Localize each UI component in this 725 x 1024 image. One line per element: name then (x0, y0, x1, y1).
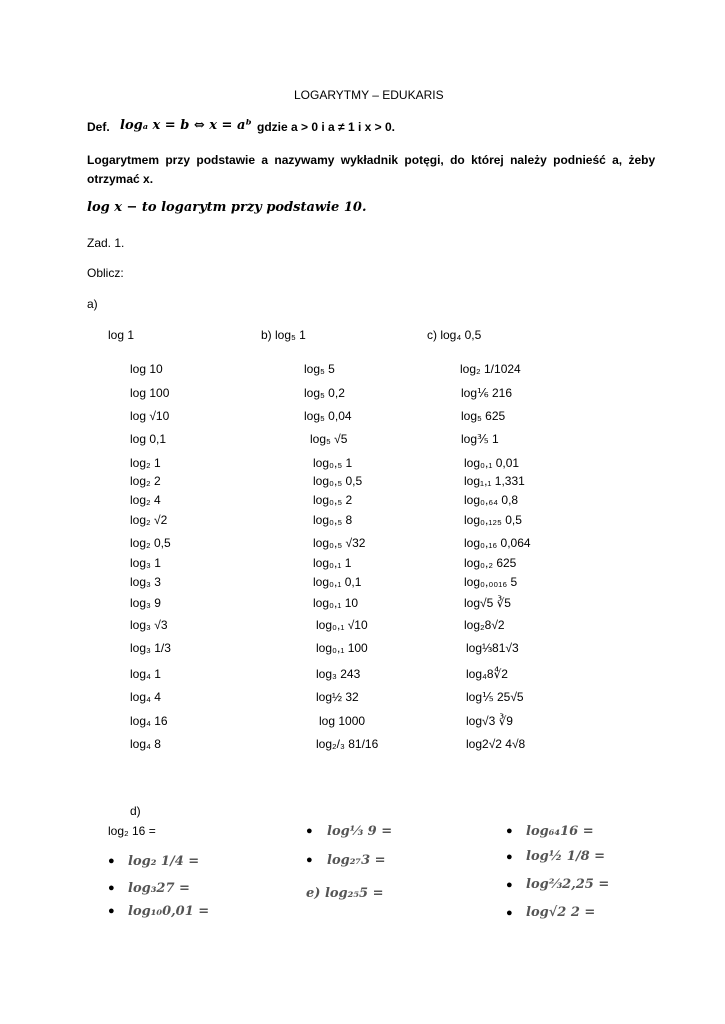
col-b-item: log₀,₁ 10 (313, 596, 359, 610)
col-c-item: log⅓81√3 (466, 641, 519, 655)
col-b-item: log₅ 0,04 (304, 409, 352, 423)
d-item: log⅓ 9 = (327, 824, 393, 839)
col-c-item: log₀,₂ 625 (464, 556, 517, 570)
col-a-item: log √10 (130, 409, 170, 423)
bullet-icon: ● (506, 907, 513, 919)
col-a-item: log₄ 8 (130, 737, 161, 751)
col-b-item: log₀,₅ 1 (313, 456, 353, 470)
col-b-item: log₀,₅ 0,5 (313, 474, 363, 488)
col-b-item: log₅ 0,2 (304, 386, 345, 400)
instruction-label: Oblicz: (87, 266, 124, 280)
d-item: log₃27 = (128, 881, 190, 896)
bullet-icon: ● (506, 851, 513, 863)
d-item: log½ 1/8 = (526, 849, 606, 864)
col-a-item: log₃ 3 (130, 575, 161, 589)
def-condition: gdzie a > 0 i a ≠ 1 i x > 0. (257, 120, 395, 134)
header-col-c: c) log₄ 0,5 (427, 328, 482, 342)
d-item: log₁₀0,01 = (128, 904, 210, 919)
col-c-item: log₁,₁ 1,331 (464, 474, 525, 488)
definition-text-line2: otrzymać x. (87, 172, 154, 186)
col-b-item: log₀,₁ 0,1 (313, 575, 362, 589)
col-a-item: log₂ 4 (130, 493, 161, 507)
bullet-icon: ● (506, 879, 513, 891)
col-c-item: log⅗ 1 (461, 432, 499, 446)
col-a-item: log₄ 4 (130, 690, 161, 704)
bullet-icon: ● (506, 825, 513, 837)
header-col-b: b) log₅ 1 (261, 328, 306, 342)
col-c-item: log₄8∜2 (466, 667, 508, 681)
d-item: log₆₄16 = (526, 824, 594, 839)
d-item: log₂ 16 = (108, 824, 156, 838)
col-a-item: log 10 (130, 362, 163, 376)
col-b-item: log₀,₅ √32 (313, 536, 366, 550)
section-a-label: a) (87, 297, 98, 311)
section-e-item: e) log₂₅5 = (306, 886, 384, 901)
bullet-icon: ● (108, 882, 115, 894)
col-a-item: log₃ 1 (130, 556, 161, 570)
col-a-item: log₂ 1 (130, 456, 161, 470)
col-c-item: log₀,₁₂₅ 0,5 (464, 513, 522, 527)
col-b-item: log₂/₃ 81/16 (316, 737, 379, 751)
col-a-item: log₄ 16 (130, 714, 168, 728)
task-label: Zad. 1. (87, 236, 125, 250)
col-b-item: log₀,₅ 8 (313, 513, 353, 527)
d-item: log₂ 1/4 = (128, 854, 200, 869)
col-b-item: log½ 32 (316, 690, 359, 704)
col-b-item: log₀,₁ 1 (313, 556, 352, 570)
col-c-item: log₀,₁ 0,01 (464, 456, 520, 470)
col-b-item: log₀,₅ 2 (313, 493, 353, 507)
col-c-item: log√5 ∛5 (464, 596, 511, 610)
bullet-icon: ● (306, 854, 313, 866)
col-b-item: log₃ 243 (316, 667, 361, 681)
col-c-item: log₀,₁₆ 0,064 (464, 536, 531, 550)
section-d-label: d) (130, 804, 141, 818)
def-label: Def. (87, 120, 110, 134)
col-c-item: log⅕ 25√5 (466, 690, 524, 704)
page-title: LOGARYTMY – EDUKARIS (294, 88, 444, 102)
d-item: log√2 2 = (526, 905, 596, 920)
col-a-item: log₂ 0,5 (130, 536, 171, 550)
def-formula: logₐ x = b ⇔ x = aᵇ (120, 118, 252, 133)
bullet-icon: ● (306, 825, 313, 837)
col-c-item: log⅙ 216 (461, 386, 512, 400)
col-b-item: log₅ √5 (310, 432, 348, 446)
bullet-icon: ● (108, 905, 115, 917)
col-c-item: log√3 ∛9 (466, 714, 513, 728)
col-a-item: log₃ √3 (130, 618, 168, 632)
col-a-item: log₃ 9 (130, 596, 161, 610)
d-item: log₂₇3 = (327, 853, 386, 868)
col-a-item: log₂ 2 (130, 474, 161, 488)
definition-text-line1: Logarytmem przy podstawie a nazywamy wykładnik potęgi, do której należy podnieść a, żeby (87, 153, 656, 167)
col-b-item: log₀,₁ √10 (316, 618, 368, 632)
col-a-item: log 0,1 (130, 432, 167, 446)
col-c-item: log₀,₆₄ 0,8 (464, 493, 519, 507)
col-b-item: log 1000 (319, 714, 366, 728)
col-c-item: log₅ 625 (461, 409, 506, 423)
d-item: log⅔2,25 = (526, 877, 610, 892)
bullet-icon: ● (108, 855, 115, 867)
col-c-item: log₀,₀₀₁₆ 5 (464, 575, 518, 589)
col-b-item: log₀,₁ 100 (316, 641, 368, 655)
col-a-item: log₃ 1/3 (130, 641, 171, 655)
col-a-item: log₂ √2 (130, 513, 168, 527)
col-c-item: log₂8√2 (464, 618, 505, 632)
col-a-item: log₄ 1 (130, 667, 161, 681)
col-b-item: log₅ 5 (304, 362, 335, 376)
col-c-item: log2√2 4√8 (466, 737, 526, 751)
log10-note: log x − to logarytm przy podstawie 10. (87, 200, 367, 215)
header-col-a: log 1 (108, 328, 135, 342)
col-c-item: log₂ 1/1024 (460, 362, 521, 376)
col-a-item: log 100 (130, 386, 170, 400)
